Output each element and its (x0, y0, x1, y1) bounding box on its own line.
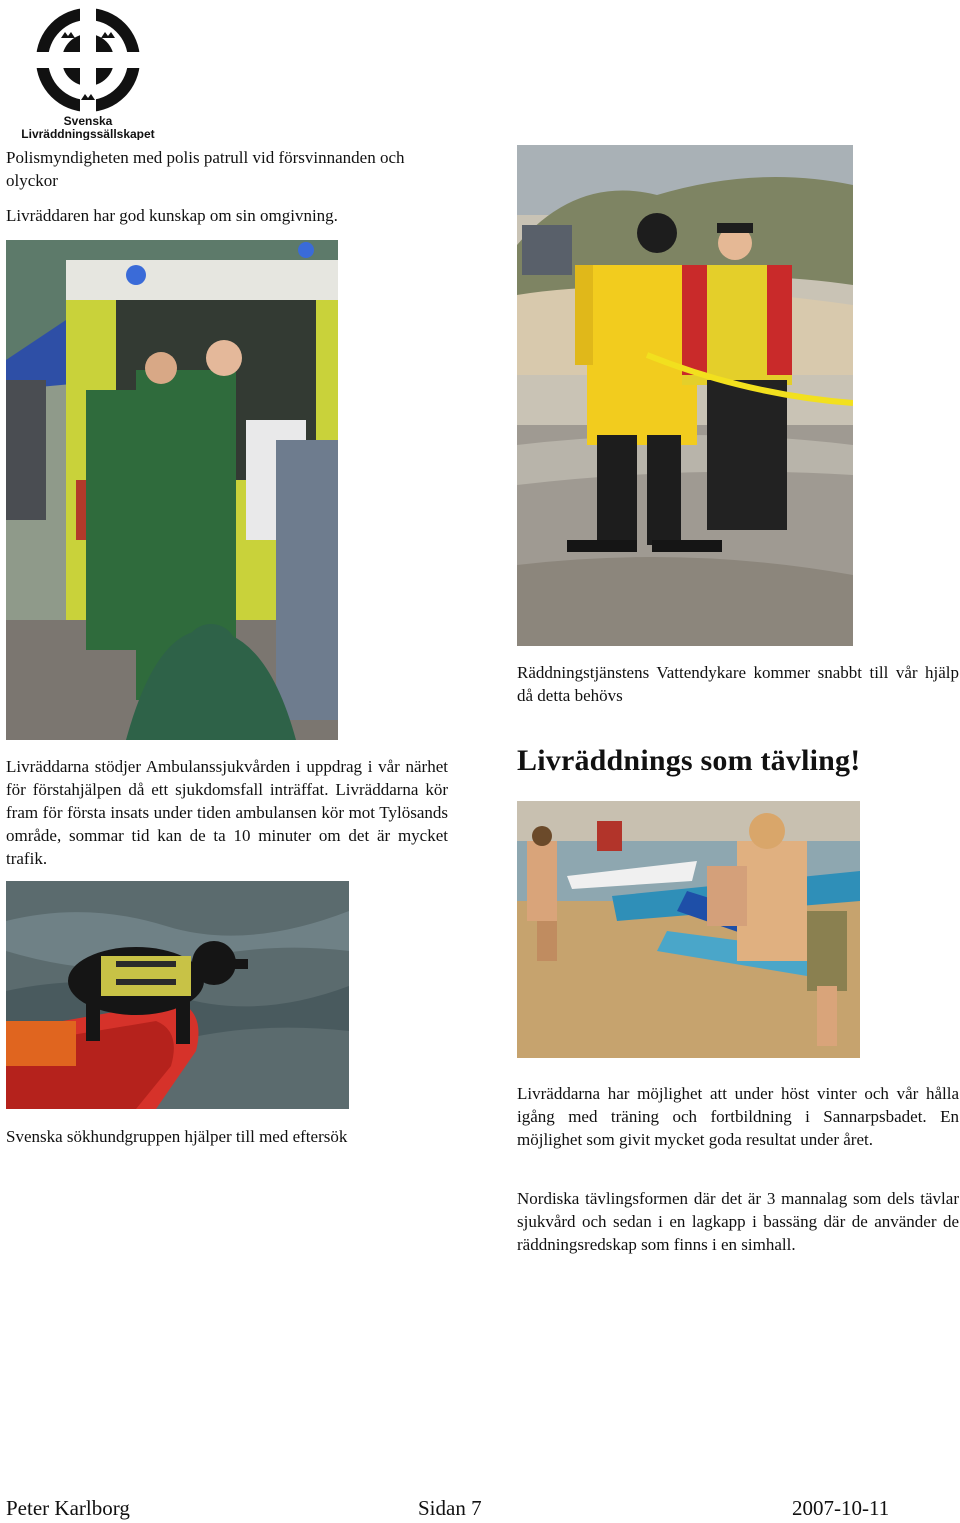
logo-letter-s2: S (102, 56, 111, 71)
water-diver-photo (517, 145, 853, 646)
intro-police: Polismyndigheten med polis patrull vid försvinnanden och olyckor (6, 148, 405, 190)
logo-letter-s1: S (64, 56, 73, 71)
ambulance-photo (6, 240, 338, 740)
beach-competition-photo (517, 801, 860, 1058)
training-paragraph: Livräddarna har möjlighet att under höst vinter och vår hålla igång med träning och fortbildning i Sannarpsbadet. En möjlighet som givit mycket goda resultat under året. (517, 1084, 959, 1149)
nordic-paragraph: Nordiska tävlingsformen där det är 3 mannalag som dels tävlar sjukvård och sedan i en lagkapp i bassäng där de använder de räddningsredskap som finns i en simhall. (517, 1189, 959, 1254)
competition-heading: Livräddnings som tävling! (517, 744, 861, 777)
sls-logo (14, 4, 162, 140)
ambulance-caption: Livräddarna stödjer Ambulanssjukvården i uppdrag i vår närhet för förstahjälpen då ett sjukdomsfall inträffat. Livräddarna kör fram för första insats under tiden ambulansen kör mot Tylösands område, sommar tid kan de ta 10 minuter om det är mycket trafik. (6, 757, 448, 868)
logo-letter-l: L (84, 78, 92, 93)
footer-author: Peter Karlborg (6, 1496, 130, 1520)
logo-org-line1: Svenska (63, 114, 113, 128)
dog-caption: Svenska sökhundgruppen hjälper till med eftersök (6, 1127, 348, 1146)
footer-page-number: Sidan 7 (418, 1496, 482, 1520)
rescue-dog-photo (6, 881, 349, 1109)
diver-caption: Räddningstjänstens Vattendykare kommer snabbt till vår hjälp då detta behövs (517, 663, 959, 705)
logo-org-line2: Livräddningssällskapet (21, 127, 155, 140)
intro-knowledge: Livräddaren har god kunskap om sin omgivning. (6, 206, 338, 225)
footer-date: 2007-10-11 (792, 1496, 890, 1520)
